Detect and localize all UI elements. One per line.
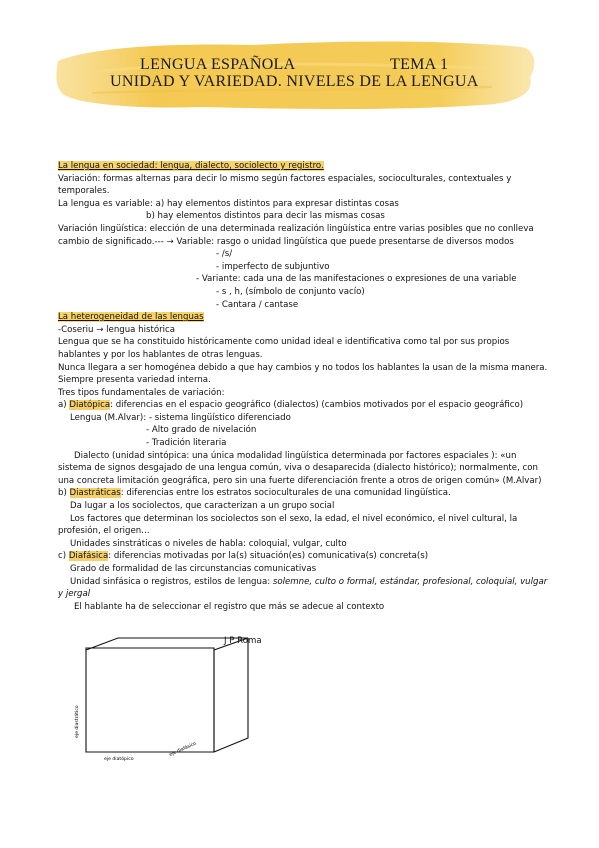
text-line: Los factores que determinan los sociolectos son el sexo, la edad, el nivel económico, el nivel cultural, la	[70, 513, 518, 524]
axis-label-bottom: eje diatópico	[104, 757, 134, 762]
term-definition: : diferencias entre los estratos socioculturales de una comunidad lingüística.	[120, 488, 451, 499]
text-line: cambio de significado.--- → Variable: rasgo o unidad lingüística que puede presentarse de diversos modos	[58, 236, 514, 247]
text-line: Unidades sinstráticas o niveles de habla: coloquial, vulgar, culto	[70, 538, 347, 549]
text-line: - Variante: cada una de las manifestaciones o expresiones de una variable	[196, 274, 517, 285]
list-marker: a)	[58, 400, 70, 411]
text-segment: Unidad sinfásica o registros, estilos de lengua:	[70, 576, 273, 587]
section-heading-sociedad: La lengua en sociedad: lengua, dialecto, sociolecto y registro.	[58, 161, 324, 171]
cube-front-face	[86, 648, 214, 752]
list-marker: b)	[58, 488, 70, 499]
axis-label-vertical: eje diastrático	[75, 705, 80, 738]
text-line: b) hay elementos distintos para decir las mismas cosas	[146, 211, 385, 222]
text-line: profesión, el origen…	[58, 526, 150, 537]
document-header	[52, 33, 540, 113]
text-line: hablantes y por los hablantes de otras lenguas.	[58, 349, 263, 360]
register-list: solemne, culto o formal, estándar, profesional, coloquial, vulgar	[272, 576, 548, 587]
document-body	[58, 160, 548, 613]
topic-number: TEMA 1	[390, 56, 449, 73]
text-line: La lengua es variable: a) hay elementos distintos para expresar distintas cosas	[58, 198, 399, 209]
text-line: - s , h, (símbolo de conjunto vacío)	[216, 286, 365, 297]
text-line: El hablante ha de seleccionar el registro que más se adecue al contexto	[74, 601, 385, 612]
variation-c	[58, 550, 548, 563]
variation-cube-figure	[64, 638, 264, 762]
text-line: Lengua (M.Alvar): - sistema lingüístico diferenciado	[70, 412, 291, 423]
text-line: Tres tipos fundamentales de variación:	[58, 387, 225, 398]
cube-side-face	[214, 638, 248, 752]
text-line: Nunca llegara a ser homogénea debido a que hay cambios y no todos los hablantes la usan de la misma manera.	[58, 362, 548, 373]
text-line: una concreta limitación geográfica, pero sin una fuerte diferenciación frente a otros de origen común» (M.Alvar)	[58, 475, 542, 486]
topic-title: UNIDAD Y VARIEDAD. NIVELES DE LA LENGUA	[110, 73, 479, 90]
text-line: - /s/	[216, 249, 233, 260]
term-definition: : diferencias en el espacio geográfico (dialectos) (cambios motivados por el espacio geográfico)	[110, 400, 524, 411]
figure-author: J P Roma	[224, 636, 262, 646]
list-marker: c)	[58, 551, 69, 562]
section-heading-heterogeneidad: La heterogeneidad de las lenguas	[58, 312, 204, 323]
text-line: - Tradición literaria	[146, 438, 227, 449]
text-line: - Cantara / cantase	[216, 299, 299, 310]
text-line: Variación: formas alternas para decir lo mismo según factores espaciales, socioculturales, contextuales y	[58, 173, 512, 184]
text-line: sistema de signos desgajado de una lengua común, viva o desaparecida (dialecto histórico); normalmente, con	[58, 463, 538, 474]
text-line: Lengua que se ha constituido históricamente como unidad ideal e identificativa como tal por sus propios	[58, 337, 510, 348]
text-line: - Alto grado de nivelación	[146, 425, 257, 436]
text-line: Da lugar a los sociolectos, que caracterizan a un grupo social	[70, 501, 335, 512]
term-diatopica: Diatópica	[69, 400, 111, 411]
text-line: y jergal	[58, 589, 91, 600]
term-definition: : diferencias motivadas por la(s) situación(es) comunicativa(s) concreta(s)	[108, 551, 429, 562]
text-line: Dialecto (unidad sintópica: una única modalidad lingüística determinada por factores espaciales ): «un	[74, 450, 517, 461]
text-line: Variación lingüística: elección de una determinada realización lingüística entre varias posibles que no conlleva	[58, 223, 534, 234]
variation-b	[58, 487, 548, 500]
text-line: -Coseriu → lengua histórica	[58, 324, 176, 335]
text-line: - imperfecto de subjuntivo	[216, 261, 330, 272]
course-title: LENGUA ESPAÑOLA	[140, 56, 296, 73]
axis-label-diagonal: eje diafásico	[168, 741, 198, 758]
text-line: temporales.	[58, 186, 110, 197]
text-line: Grado de formalidad de las circunstancias comunicativas	[70, 564, 317, 574]
text-line: Siempre presenta variedad interna.	[58, 375, 211, 386]
term-diastraticas: Diastráticas	[69, 488, 121, 499]
variation-a	[58, 399, 548, 412]
term-diafasica: Diafásica	[68, 551, 109, 562]
text-line	[58, 576, 548, 589]
